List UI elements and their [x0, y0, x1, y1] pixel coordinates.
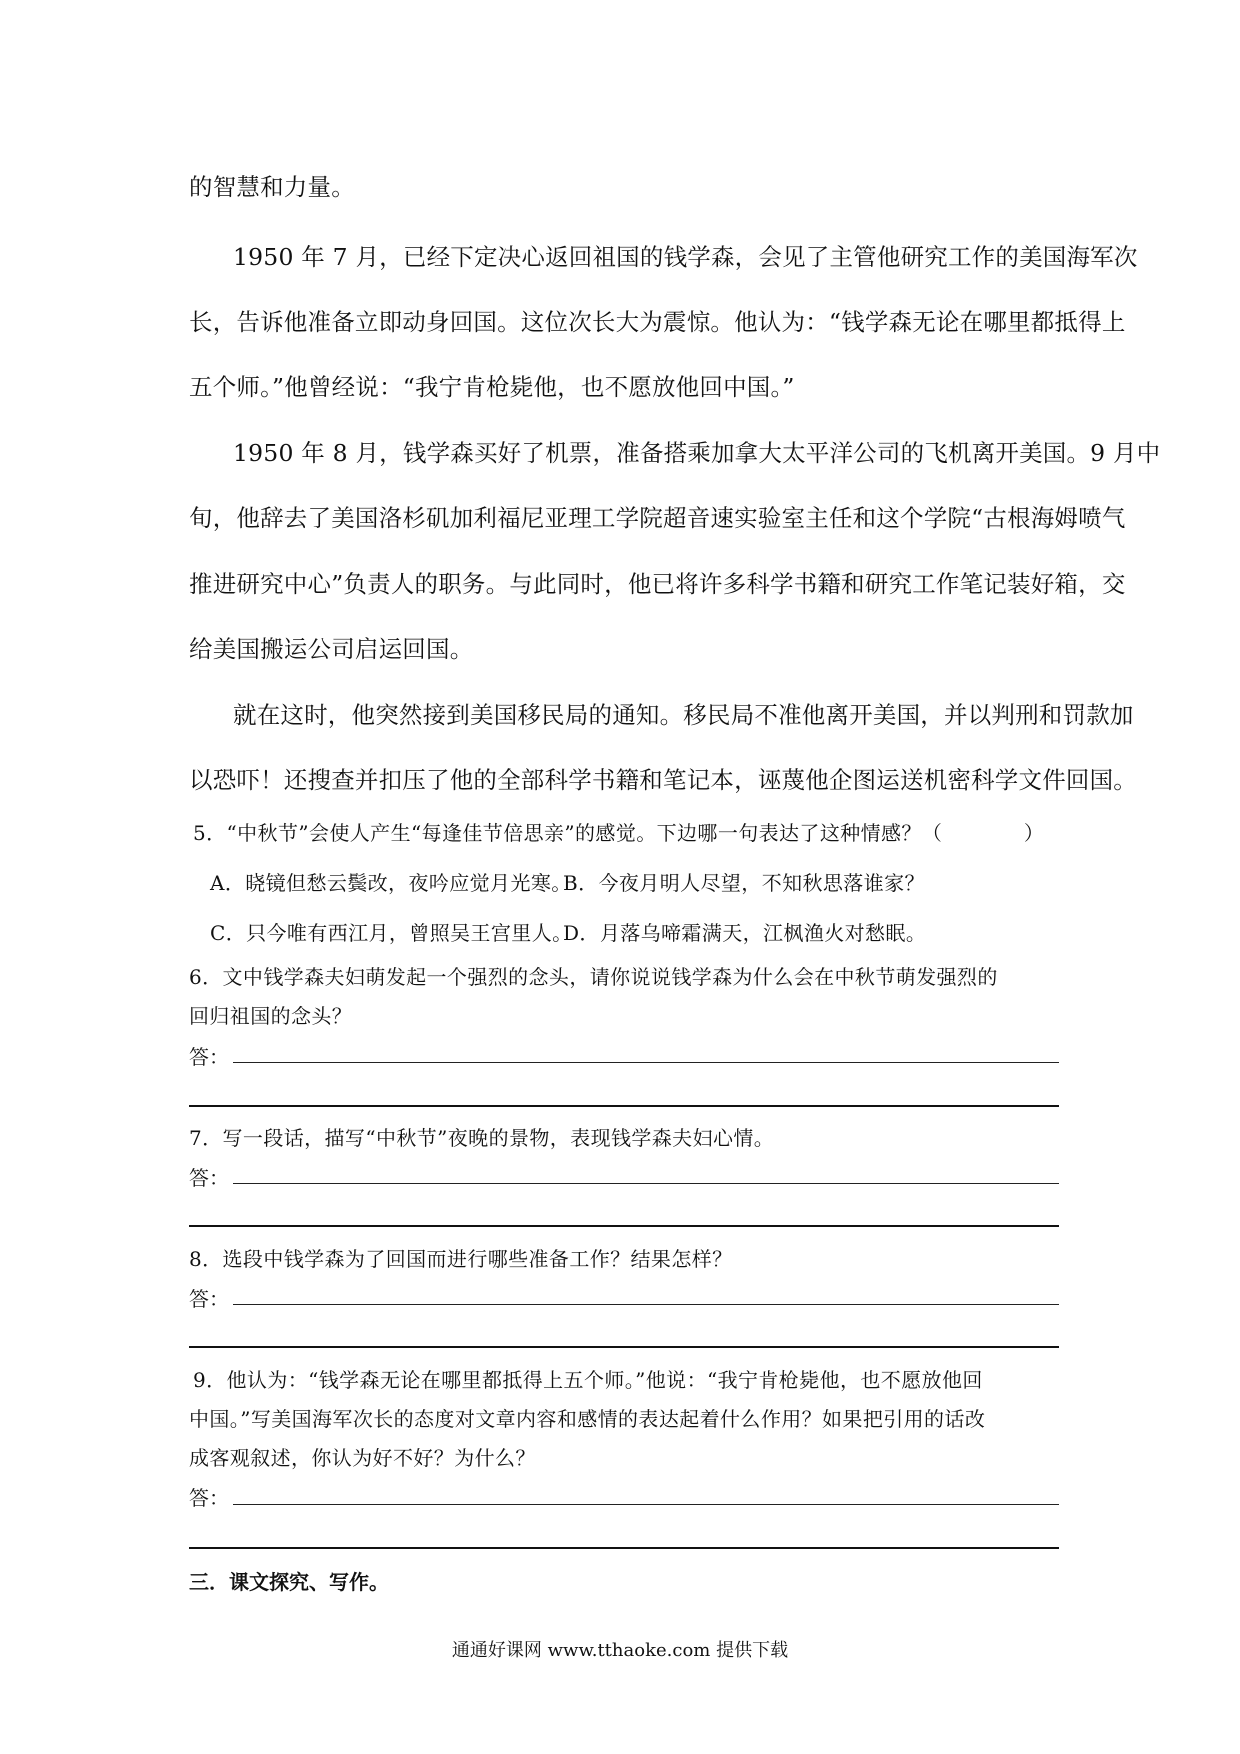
answer-label: 答： [189, 1045, 229, 1069]
option-c: C．只今唯有西江月，曾照吴王宫里人。 [210, 921, 573, 945]
section-3-heading: 三．课文探究、写作。 [189, 1570, 389, 1594]
passage-line: 推进研究中心”负责人的职务。与此同时，他已将许多科学书籍和研究工作笔记装好箱，交 [189, 570, 1126, 598]
passage-line: 1950 年 7 月，已经下定决心返回祖国的钱学森，会见了主管他研究工作的美国海军次 [233, 243, 1138, 271]
answer-label: 答： [189, 1287, 229, 1311]
question-6-line: 回归祖国的念头？ [189, 1004, 353, 1028]
answer-label: 答： [189, 1166, 229, 1190]
question-9-line: 中国。”写美国海军次长的态度对文章内容和感情的表达起着什么作用？如果把引用的话改 [189, 1407, 986, 1431]
passage-line: 长，告诉他准备立即动身回国。这位次长大为震惊。他认为：“钱学森无论在哪里都抵得上 [189, 308, 1126, 336]
passage-line: 的智慧和力量。 [189, 173, 355, 201]
answer-line-full[interactable] [189, 1547, 1059, 1549]
passage-line: 旬，他辞去了美国洛杉矶加利福尼亚理工学院超音速实验室主任和这个学院“古根海姆喷气 [189, 504, 1126, 532]
question-7-line: 7．写一段话，描写“中秋节”夜晚的景物，表现钱学森夫妇心情。 [189, 1126, 775, 1150]
answer-line[interactable] [233, 1062, 1059, 1063]
passage-line: 给美国搬运公司启运回国。 [189, 635, 474, 663]
question-9-line: 成客观叙述，你认为好不好？为什么？ [189, 1446, 536, 1470]
passage-line: 以恐吓！还搜查并扣压了他的全部科学书籍和笔记本，诬蔑他企图运送机密科学文件回国。 [189, 766, 1137, 794]
option-b: B．今夜月明人尽望，不知秋思落谁家？ [563, 871, 925, 895]
passage-line: 五个师。”他曾经说：“我宁肯枪毙他，也不愿放他回中国。” [189, 373, 795, 401]
option-d: D．月落乌啼霜满天，江枫渔火对愁眠。 [563, 921, 927, 945]
question-8-line: 8．选段中钱学森为了回国而进行哪些准备工作？结果怎样？ [189, 1247, 733, 1271]
question-9-line: 9．他认为：“钱学森无论在哪里都抵得上五个师。”他说：“我宁肯枪毙他，也不愿放他回 [193, 1368, 983, 1392]
answer-line[interactable] [233, 1183, 1059, 1184]
answer-label: 答： [189, 1486, 229, 1510]
passage-line: 1950 年 8 月，钱学森买好了机票，准备搭乘加拿大太平洋公司的飞机离开美国。9 月中 [233, 439, 1161, 467]
option-a: A．晓镜但愁云鬓改，夜吟应觉月光寒。 [210, 871, 572, 895]
answer-line-full[interactable] [189, 1105, 1059, 1107]
passage-line: 就在这时，他突然接到美国移民局的通知。移民局不准他离开美国，并以判刑和罚款加 [233, 701, 1134, 729]
answer-line[interactable] [233, 1304, 1059, 1305]
answer-line[interactable] [233, 1504, 1059, 1505]
question-5-text: 5．“中秋节”会使人产生“每逢佳节倍思亲”的感觉。下边哪一句表达了这种情感？（ ） [193, 821, 1045, 845]
question-6-line: 6．文中钱学森夫妇萌发起一个强烈的念头，请你说说钱学森为什么会在中秋节萌发强烈的 [189, 965, 998, 989]
answer-line-full[interactable] [189, 1225, 1059, 1227]
page-footer: 通通好课网 www.tthaoke.com 提供下载 [451, 1640, 789, 1661]
answer-line-full[interactable] [189, 1346, 1059, 1348]
